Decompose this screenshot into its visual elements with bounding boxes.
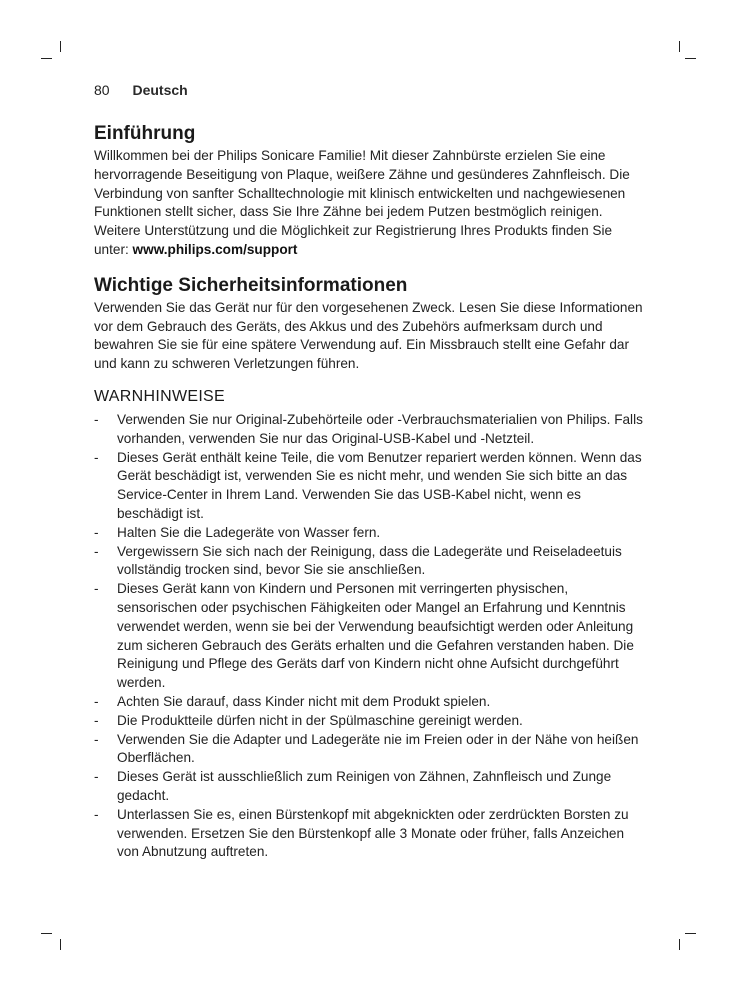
safety-heading: Wichtige Sicherheitsinformationen <box>94 274 408 296</box>
bullet-dash: - <box>94 712 99 728</box>
page-header <box>94 80 188 100</box>
page-number: 80 <box>94 82 110 98</box>
list-item <box>94 768 646 806</box>
list-item <box>94 543 646 581</box>
language-label: Deutsch <box>132 82 188 98</box>
warning-text: Die Produktteile dürfen nicht in der Spülmaschine gereinigt werden. <box>117 712 523 728</box>
list-item <box>94 411 646 449</box>
bullet-dash: - <box>94 731 99 747</box>
bullet-dash: - <box>94 693 99 709</box>
list-item <box>94 731 646 769</box>
safety-paragraph: Verwenden Sie das Gerät nur für den vorgesehenen Zweck. Lesen Sie diese Informationen vor dem Gebrauch des Geräts, des Akkus und des Zubehörs aufmerksam durch und bewahren Sie sie für eine spätere Verwendung auf. Ein Missbrauch stellt eine Gefahr dar und kann zu schweren Verletzungen führen. <box>94 299 643 372</box>
crop-mark-top-left-v <box>60 41 61 52</box>
warning-text: Halten Sie die Ladegeräte von Wasser fern. <box>117 524 381 540</box>
bullet-dash: - <box>94 411 99 427</box>
list-item <box>94 524 646 543</box>
crop-mark-top-right-h <box>685 58 696 59</box>
bullet-dash: - <box>94 524 99 540</box>
crop-mark-bottom-right-h <box>685 933 696 934</box>
crop-mark-top-right-v <box>679 41 680 52</box>
list-item <box>94 580 646 693</box>
intro-heading: Einführung <box>94 123 196 144</box>
warning-text: Verwenden Sie die Adapter und Ladegeräte nie im Freien oder in der Nähe von heißen Oberflächen. <box>117 731 639 766</box>
crop-mark-bottom-left-v <box>60 939 61 950</box>
warnings-list <box>94 411 646 862</box>
list-item <box>94 693 646 712</box>
warning-text: Vergewissern Sie sich nach der Reinigung, dass die Ladegeräte und Reiseladeetuis vollständig trocken sind, bevor Sie sie anschließen. <box>117 543 622 578</box>
warning-text: Dieses Gerät kann von Kindern und Personen mit verringerten physischen, sensorischen oder psychischen Fähigkeiten oder Mangel an Erfahrung und Kenntnis verwendet werden, wenn sie bei der Verwendung beaufsichtigt werden oder Anleitung zum sicheren Gebrauch des Geräts erhalten und die Gefahren verstanden haben. Die Reinigung und Pflege des Geräts darf von Kindern nicht ohne Aufsicht durchgeführt werden. <box>117 581 634 691</box>
crop-mark-bottom-right-v <box>679 939 680 950</box>
bullet-dash: - <box>94 769 99 785</box>
bullet-dash: - <box>94 543 99 559</box>
warning-text: Unterlassen Sie es, einen Bürstenkopf mit abgeknickten oder zerdrückten Borsten zu verwenden. Ersetzen Sie den Bürstenkopf alle 3 Monate oder früher, falls Anzeichen von Abnutzung auftreten. <box>117 806 629 860</box>
crop-mark-top-left-h <box>41 58 52 59</box>
intro-paragraph: Willkommen bei der Philips Sonicare Familie! Mit dieser Zahnbürste erzielen Sie eine hervorragende Beseitigung von Plaque, weißere Zähne und gesünderes Zahnfleisch. Die Verbindung von sanfter Schalltechnologie mit klinisch entwickelten und nachgewiesenen Funktionen stellt sicher, dass Sie Ihre Zähne bei jedem Putzen bestmöglich reinigen. <box>94 148 630 220</box>
list-item <box>94 449 646 524</box>
bullet-dash: - <box>94 806 99 822</box>
warning-text: Verwenden Sie nur Original-Zubehörteile oder -Verbrauchsmaterialien von Philips. Falls vorhanden, verwenden Sie nur das Original-USB-Kabel und -Netzteil. <box>117 411 643 446</box>
warning-text: Dieses Gerät ist ausschließlich zum Reinigen von Zähnen, Zahnfleisch und Zunge gedacht. <box>117 769 612 803</box>
support-paragraph <box>94 222 646 260</box>
list-item <box>94 806 646 862</box>
page-content <box>94 121 646 862</box>
warning-text: Dieses Gerät enthält keine Teile, die vom Benutzer repariert werden können. Wenn das Gerät beschädigt ist, verwenden Sie es nicht mehr, und wenden Sie sich bitte an das Service-Center in Ihrem Land. Verwenden Sie das USB-Kabel nicht, wenn es beschädigt ist. <box>117 449 642 521</box>
bullet-dash: - <box>94 581 99 597</box>
warning-text: Achten Sie darauf, dass Kinder nicht mit dem Produkt spielen. <box>117 693 491 709</box>
bullet-dash: - <box>94 449 99 465</box>
list-item <box>94 712 646 731</box>
crop-mark-bottom-left-h <box>41 933 52 934</box>
warnings-heading: WARNHINWEISE <box>94 387 226 405</box>
support-link[interactable]: www.philips.com/support <box>132 241 298 257</box>
support-text: Weitere Unterstützung und die Möglichkeit zur Registrierung Ihres Produkts finden Sie unter: <box>94 223 613 257</box>
